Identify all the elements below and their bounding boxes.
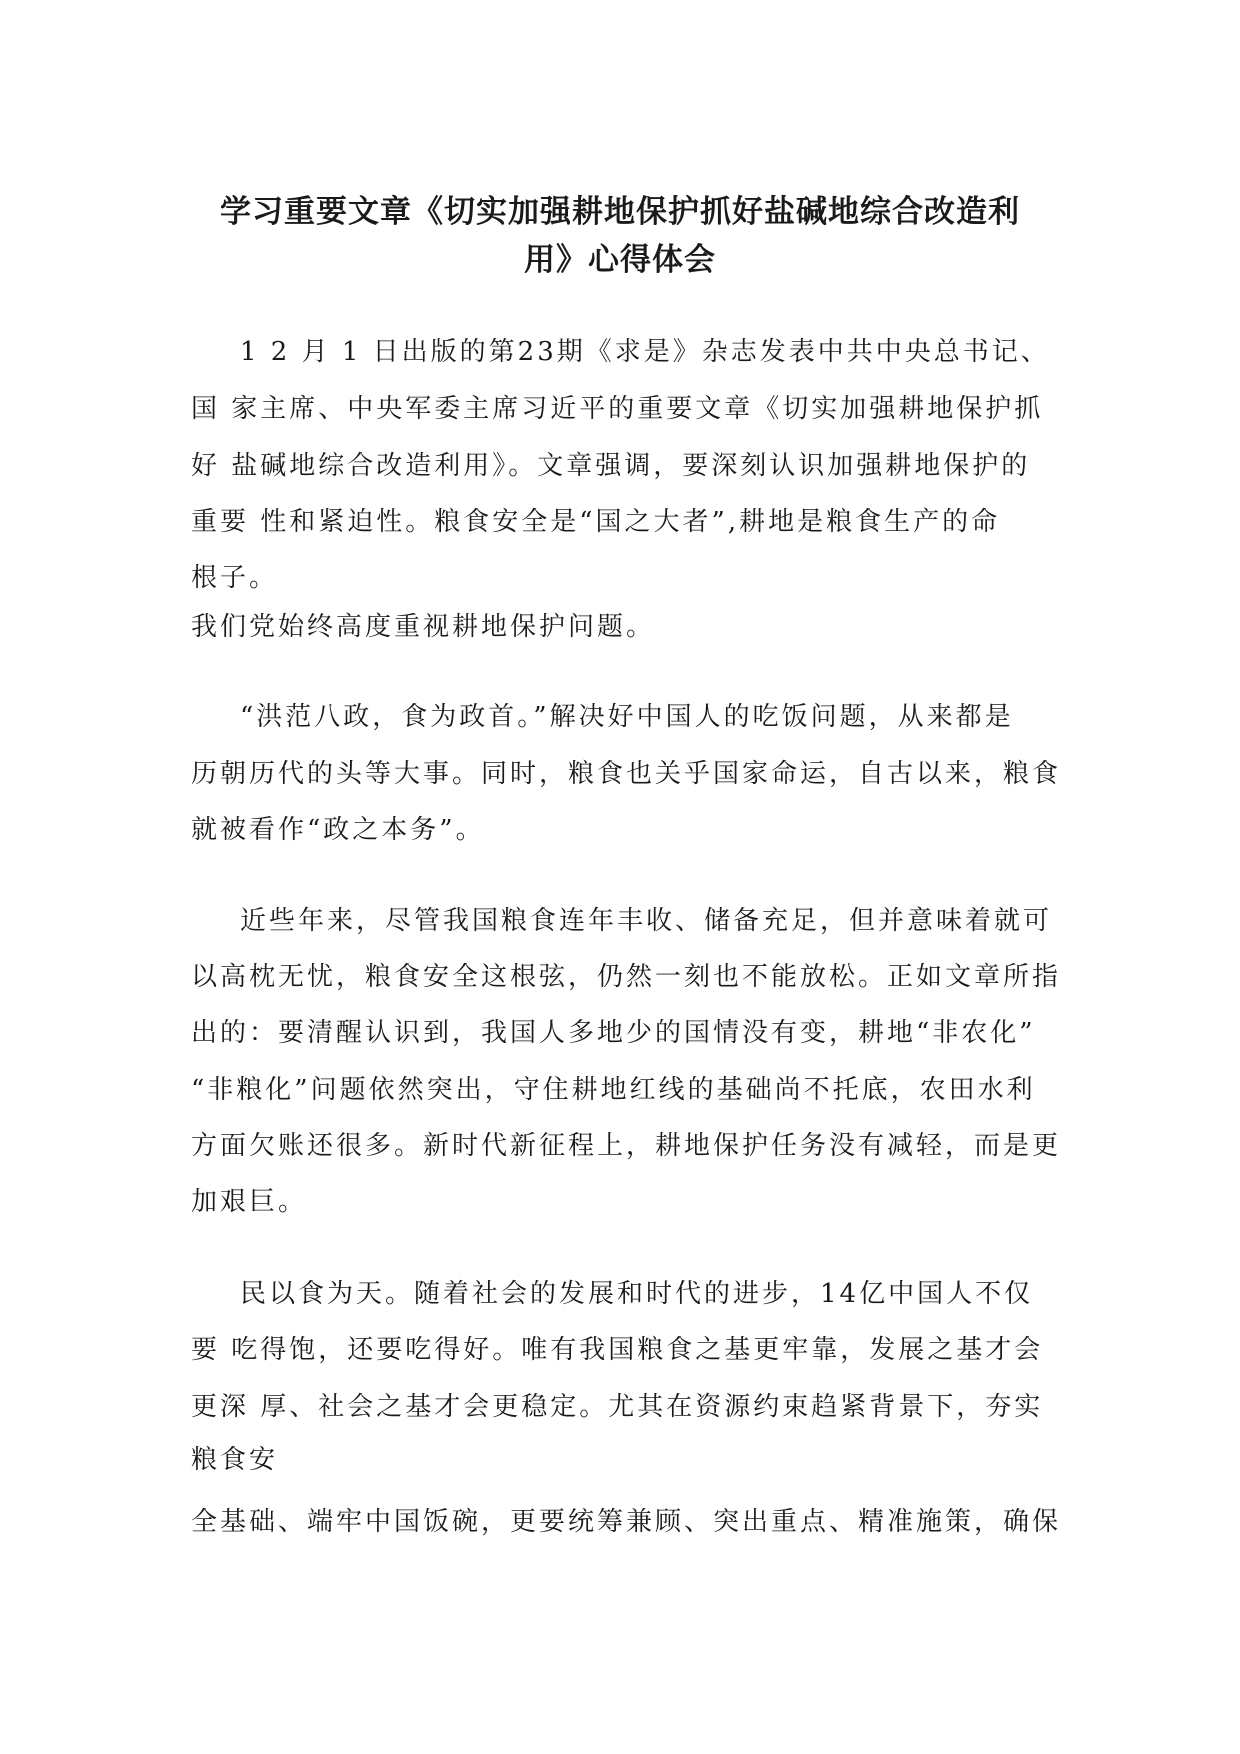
body-line-7: “洪范八政，食为政首。”解决好中国人的吃饭问题，从来都是 <box>240 702 1014 732</box>
body-line-16: 民以食为天。随着社会的发展和时代的进步，14亿中国人不仅 <box>240 1279 1034 1309</box>
body-line-15: 加艰巨。 <box>191 1187 308 1217</box>
body-line-17: 要 吃得饱，还要吃得好。唯有我国粮食之基更牢靠，发展之基才会 <box>191 1335 1044 1365</box>
title-line-2: 用》心得体会 <box>524 242 716 278</box>
body-line-19: 粮食安 <box>191 1445 279 1475</box>
body-line-10: 近些年来，尽管我国粮食连年丰收、储备充足，但并意味着就可 <box>240 906 1053 936</box>
document-title <box>180 188 1060 284</box>
body-line-11: 以高枕无忧，粮食安全这根弦，仍然一刻也不能放松。正如文章所指 <box>191 962 1062 992</box>
body-line-1: 1 2 月 1 日出版的第23期《求是》杂志发表中共中央总书记、 <box>240 337 1050 367</box>
body-line-14: 方面欠账还很多。新时代新征程上，耕地保护任务没有减轻，而是更 <box>191 1131 1062 1161</box>
body-line-2: 国 家主席、中央军委主席习近平的重要文章《切实加强耕地保护抓 <box>191 394 1044 424</box>
body-line-20: 全基础、端牢中国饭碗，更要统筹兼顾、突出重点、精准施策，确保 <box>191 1507 1062 1537</box>
body-line-3: 好 盐碱地综合改造利用》。文章强调，要深刻认识加强耕地保护的 <box>191 451 1031 481</box>
body-line-18: 更深 厚、社会之基才会更稳定。尤其在资源约束趋紧背景下，夯实 <box>191 1392 1044 1422</box>
body-line-5: 根子。 <box>191 563 279 593</box>
title-line-1: 学习重要文章《切实加强耕地保护抓好盐碱地综合改造利 <box>220 194 1020 230</box>
body-line-9: 就被看作“政之本务”。 <box>191 815 485 845</box>
body-line-6: 我们党始终高度重视耕地保护问题。 <box>191 612 656 642</box>
body-line-4: 重要 性和紧迫性。粮食安全是“国之大者”,耕地是粮食生产的命 <box>191 507 1001 537</box>
body-line-13: “非粮化”问题依然突出，守住耕地红线的基础尚不托底，农田水利 <box>191 1075 1036 1105</box>
body-line-8: 历朝历代的头等大事。同时，粮食也关乎国家命运，自古以来，粮食 <box>191 759 1062 789</box>
body-line-12: 出的：要清醒认识到，我国人多地少的国情没有变，耕地“非农化” <box>191 1018 1036 1048</box>
